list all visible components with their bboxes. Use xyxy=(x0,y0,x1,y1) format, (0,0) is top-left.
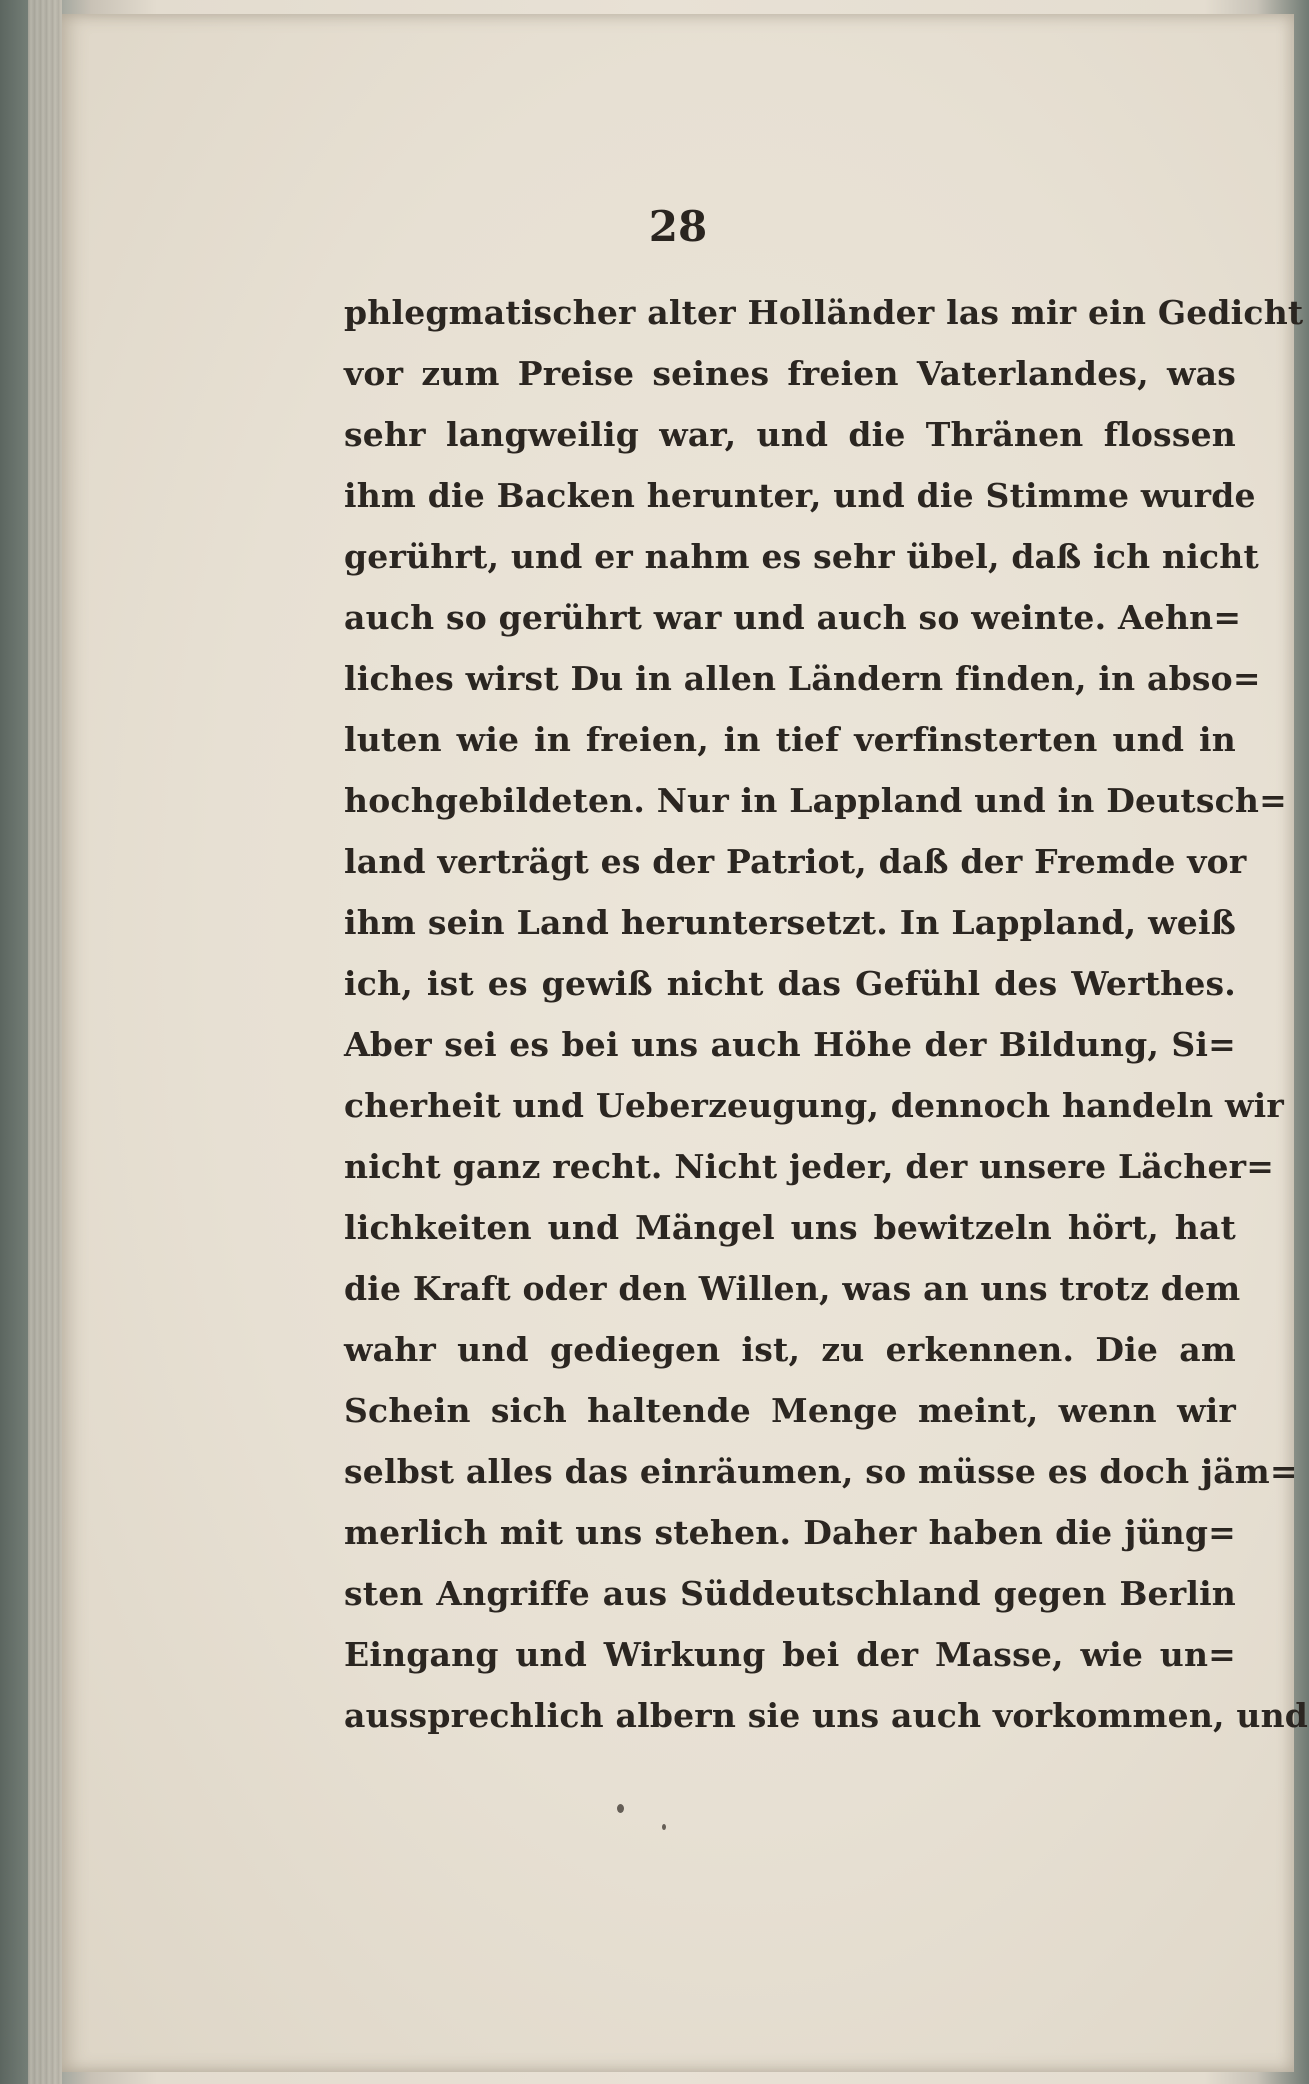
book-page xyxy=(62,14,1309,2072)
text-line: vor zum Preise seines freien Vaterlandes, was xyxy=(344,354,1236,393)
text-line: wahr und gediegen ist, zu erkennen. Die am xyxy=(344,1330,1236,1369)
text-line: ihm sein Land heruntersetzt. In Lappland, weiß xyxy=(344,903,1236,942)
text-line: merlich mit uns stehen. Daher haben die jüng= xyxy=(344,1513,1236,1552)
text-line: land verträgt es der Patriot, daß der Fremde vor xyxy=(344,842,1247,881)
text-line: Aber sei es bei uns auch Höhe der Bildung, Si= xyxy=(344,1025,1236,1064)
ink-speck xyxy=(662,1824,666,1830)
text-line: nicht ganz recht. Nicht jeder, der unsere Lächer= xyxy=(344,1147,1275,1186)
text-line: Eingang und Wirkung bei der Masse, wie un= xyxy=(344,1635,1236,1674)
text-line: liches wirst Du in allen Ländern finden, in abso= xyxy=(344,659,1261,698)
text-line: ich, ist es gewiß nicht das Gefühl des Werthes. xyxy=(344,964,1236,1003)
text-line: phlegmatischer alter Holländer las mir ein Gedicht xyxy=(344,293,1304,332)
text-line: die Kraft oder den Willen, was an uns trotz dem xyxy=(344,1269,1241,1308)
text-line: ihm die Backen herunter, und die Stimme wurde xyxy=(344,476,1256,515)
text-line: luten wie in freien, in tief verfinsterten und in xyxy=(344,720,1236,759)
ink-speck xyxy=(617,1804,624,1813)
text-line: hochgebildeten. Nur in Lappland und in Deutsch= xyxy=(344,781,1287,820)
text-line: gerührt, und er nahm es sehr übel, daß ich nicht xyxy=(344,537,1259,576)
text-line: sten Angriffe aus Süddeutschland gegen Berlin xyxy=(344,1574,1236,1613)
text-line: Schein sich haltende Menge meint, wenn wir xyxy=(344,1391,1236,1430)
text-line: sehr langweilig war, und die Thränen flossen xyxy=(344,415,1236,454)
text-line: auch so gerührt war und auch so weinte. Aehn= xyxy=(344,598,1242,637)
page-edge xyxy=(28,0,62,2084)
text-line: selbst alles das einräumen, so müsse es doch jäm= xyxy=(344,1452,1298,1491)
text-line: lichkeiten und Mängel uns bewitzeln hört, hat xyxy=(344,1208,1236,1247)
text-line: aussprechlich albern sie uns auch vorkommen, und xyxy=(344,1696,1309,1735)
text-line: cherheit und Ueberzeugung, dennoch handeln wir xyxy=(344,1086,1284,1125)
body-text xyxy=(344,282,1309,1746)
page-number: 28 xyxy=(648,202,708,251)
